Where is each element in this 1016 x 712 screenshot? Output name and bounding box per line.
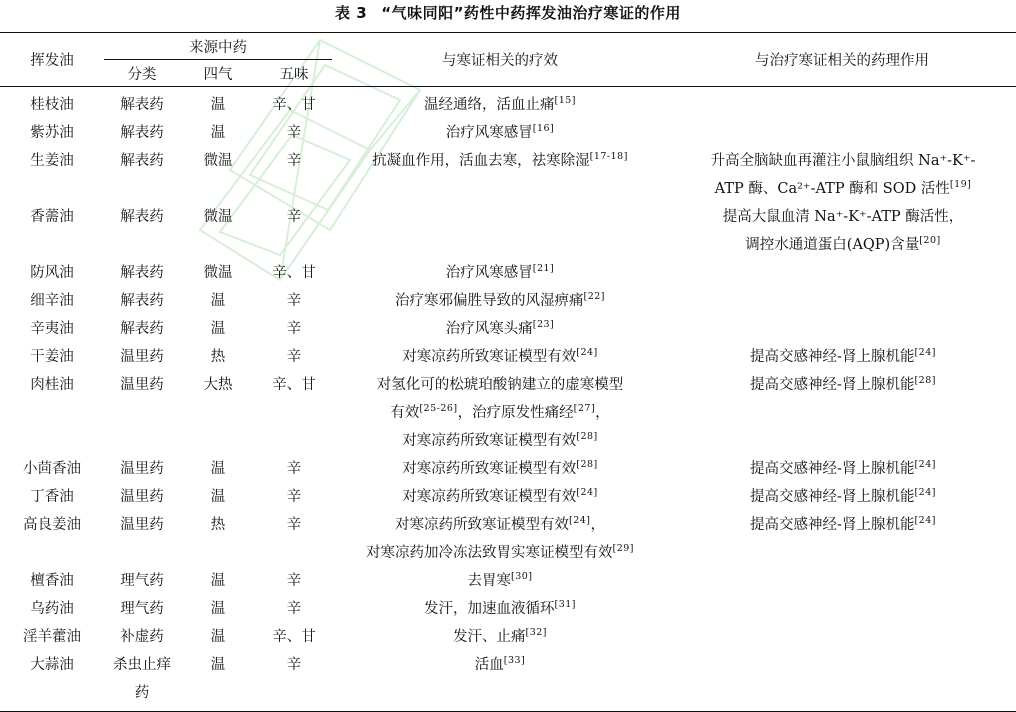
line-text: 治疗寒邪偏胜导致的风湿痹痛: [395, 293, 584, 309]
line-text: 对寒凉药所致寒证模型有效: [402, 349, 577, 365]
cell-pharmacology: [668, 315, 1016, 343]
table-row: [0, 119, 1016, 147]
cell-oil: 干姜油: [30, 349, 74, 365]
cell-oil: 乌药油: [30, 601, 74, 617]
cell-efficacy: [332, 511, 668, 567]
reference-superscript: [27]: [573, 403, 596, 415]
table-title: “气味同阳”药性中药挥发油治疗寒证的作用: [381, 4, 681, 22]
efficacy-line: [334, 623, 666, 651]
cell-five-wei: 辛: [286, 153, 302, 169]
efficacy-line: [334, 595, 666, 623]
efficacy-line: [334, 511, 666, 539]
cell-oil: 高良姜油: [23, 517, 81, 533]
cell-five-wei: 辛: [286, 601, 302, 617]
cell-oil: 淫羊藿油: [23, 629, 81, 645]
cell-efficacy: [332, 651, 668, 712]
cell-category: 解表药: [120, 321, 164, 337]
cell-five-wei: 辛: [286, 517, 302, 533]
cell-four-qi: 温: [210, 321, 226, 337]
header-category: 分类: [127, 66, 157, 83]
cell-efficacy: [332, 595, 668, 623]
cell-category: 理气药: [120, 573, 164, 589]
cell-category: 温里药: [120, 461, 164, 477]
cell-category: 解表药: [120, 125, 164, 141]
pharmacology-line: [670, 203, 1016, 231]
cell-pharmacology: [668, 623, 1016, 651]
cell-oil: 辛夷油: [30, 321, 74, 337]
efficacy-line: [334, 119, 666, 147]
efficacy-line: [334, 371, 666, 399]
cell-five-wei: 辛、甘: [272, 629, 316, 645]
cell-pharmacology: [668, 343, 1016, 371]
reference-superscript: [28]: [576, 459, 598, 471]
reference-superscript: [24]: [576, 487, 598, 499]
cell-category: 解表药: [120, 293, 164, 309]
reference-superscript: [24]: [914, 515, 936, 527]
table-row: [0, 259, 1016, 287]
cell-four-qi: 温: [210, 657, 226, 673]
reference-superscript: [29]: [612, 543, 635, 555]
cell-category: 温里药: [120, 377, 164, 393]
table-header: [0, 33, 1016, 87]
cell-oil: 香薷油: [30, 209, 74, 225]
table-row: [0, 315, 1016, 343]
table-row: [0, 651, 1016, 712]
cell-pharmacology: [668, 455, 1016, 483]
header-four-qi: 四气: [203, 66, 233, 83]
cell-five-wei: 辛: [286, 293, 302, 309]
reference-superscript: [23]: [532, 319, 555, 331]
cell-oil: 小茴香油: [23, 461, 81, 477]
reference-superscript: [24]: [569, 515, 591, 527]
cell-pharmacology: [668, 371, 1016, 455]
line-text: 提高交感神经-肾上腺机能: [750, 517, 915, 533]
pharmacology-line: [670, 343, 1016, 371]
line-text: 治疗风寒头痛: [445, 321, 533, 337]
cell-pharmacology: [668, 147, 1016, 203]
reference-superscript: [31]: [554, 599, 577, 611]
volatile-oil-table: [0, 32, 1016, 712]
efficacy-line: [334, 483, 666, 511]
cell-four-qi: 微温: [203, 209, 233, 225]
line-text: 治疗风寒感冒: [445, 125, 533, 141]
cell-four-qi: 温: [210, 573, 226, 589]
cell-five-wei: 辛、甘: [272, 377, 316, 393]
cell-pharmacology: [668, 259, 1016, 287]
table-row: [0, 595, 1016, 623]
cell-five-wei: 辛: [286, 209, 302, 225]
table-row: [0, 287, 1016, 315]
line-text: 提高交感神经-肾上腺机能: [750, 349, 915, 365]
efficacy-line: [334, 455, 666, 483]
reference-superscript: [24]: [576, 347, 598, 359]
cell-efficacy: [332, 87, 668, 120]
line-text: 对氢化可的松琥珀酸钠建立的虚寒模型: [376, 377, 624, 393]
cell-category: 温里药: [120, 489, 164, 505]
header-source: 来源中药: [104, 33, 332, 60]
cell-pharmacology: [668, 203, 1016, 259]
cell-pharmacology: [668, 567, 1016, 595]
line-text: 提高交感神经-肾上腺机能: [750, 461, 915, 477]
efficacy-line: [334, 427, 666, 455]
reference-superscript: [24]: [914, 487, 936, 499]
cell-oil: 大蒜油: [30, 657, 74, 673]
reference-superscript: [30]: [511, 571, 533, 583]
efficacy-line: [334, 315, 666, 343]
cell-four-qi: 温: [210, 97, 226, 113]
line-text: 去胃寒: [467, 573, 511, 589]
pharmacology-line: [670, 371, 1016, 399]
cell-pharmacology: [668, 119, 1016, 147]
cell-four-qi: 温: [210, 629, 226, 645]
pharmacology-line: [670, 455, 1016, 483]
line-text: ，: [590, 517, 606, 533]
cell-five-wei: 辛: [286, 461, 302, 477]
efficacy-line: [334, 91, 666, 119]
table-row: [0, 567, 1016, 595]
cell-category: 补虚药: [120, 629, 164, 645]
line-text: ，治疗原发性痛经: [457, 405, 574, 421]
reference-superscript: [21]: [532, 263, 555, 275]
cell-five-wei: 辛、甘: [272, 265, 316, 281]
table-row: [0, 203, 1016, 259]
pharmacology-line: [670, 175, 1016, 203]
cell-four-qi: 微温: [203, 153, 233, 169]
reference-superscript: [25-26]: [419, 403, 458, 415]
line-text: 调控水通道蛋白(AQP)含量: [745, 237, 920, 253]
efficacy-line: [334, 651, 666, 679]
cell-five-wei: 辛: [286, 349, 302, 365]
line-text: 温经通络，活血止痛: [424, 97, 555, 113]
header-pharmacology: 与治疗寒证相关的药理作用: [755, 53, 930, 69]
cell-category: 解表药: [120, 97, 164, 113]
line-text: 对寒凉药所致寒证模型有效: [395, 517, 569, 533]
cell-efficacy: [332, 623, 668, 651]
cell-oil: 防风油: [30, 265, 74, 281]
reference-superscript: [22]: [583, 291, 606, 303]
cell-five-wei: 辛: [286, 489, 302, 505]
reference-superscript: [28]: [576, 431, 598, 443]
cell-efficacy: [332, 119, 668, 147]
header-five-wei: 五味: [279, 66, 309, 83]
cell-four-qi: 热: [210, 349, 226, 365]
cell-efficacy: [332, 287, 668, 315]
line-text: 提高交感神经-肾上腺机能: [750, 489, 915, 505]
cell-efficacy: [332, 371, 668, 455]
header-oil: 挥发油: [30, 53, 74, 69]
cell-five-wei: 辛: [286, 657, 302, 673]
line-text: ，: [595, 405, 610, 421]
reference-superscript: [28]: [914, 375, 936, 387]
cell-four-qi: 微温: [203, 265, 233, 281]
cell-five-wei: 辛: [286, 321, 302, 337]
table-row: [0, 371, 1016, 455]
cell-five-wei: 辛: [286, 573, 302, 589]
cell-category: 理气药: [120, 601, 164, 617]
reference-superscript: [32]: [525, 627, 548, 639]
reference-superscript: [16]: [532, 123, 555, 135]
cell-four-qi: 大热: [203, 377, 233, 393]
table-number: 表 3: [335, 4, 368, 22]
cell-four-qi: 温: [210, 293, 226, 309]
cell-pharmacology: [668, 483, 1016, 511]
cell-category: 解表药: [120, 209, 164, 225]
table-row: [0, 511, 1016, 567]
cell-four-qi: 热: [210, 517, 226, 533]
line-text: 发汗，加速血液循环: [424, 601, 555, 617]
cell-category: 杀虫止痒药: [113, 657, 171, 701]
line-text: 提高交感神经-肾上腺机能: [750, 377, 915, 393]
cell-four-qi: 温: [210, 601, 226, 617]
line-text: 对寒凉药所致寒证模型有效: [402, 489, 577, 505]
line-text: 对寒凉药所致寒证模型有效: [402, 461, 577, 477]
cell-oil: 肉桂油: [30, 377, 74, 393]
pharmacology-line: [670, 231, 1016, 259]
table-row: [0, 343, 1016, 371]
line-text: 提高大鼠血清 Na⁺-K⁺-ATP 酶活性，: [722, 209, 964, 225]
line-text: ATP 酶、Ca²⁺-ATP 酶和 SOD 活性: [714, 181, 950, 197]
reference-superscript: [19]: [949, 179, 972, 191]
cell-four-qi: 温: [210, 461, 226, 477]
table-body: [0, 87, 1016, 712]
cell-pharmacology: [668, 595, 1016, 623]
cell-efficacy: [332, 147, 668, 203]
cell-category: 解表药: [120, 265, 164, 281]
efficacy-line: [334, 539, 666, 567]
line-text: 发汗、止痛: [453, 629, 526, 645]
cell-pharmacology: [668, 511, 1016, 567]
table-row: [0, 147, 1016, 203]
cell-oil: 紫苏油: [30, 125, 74, 141]
line-text: 有效: [390, 405, 420, 421]
efficacy-line: [334, 287, 666, 315]
cell-oil: 桂枝油: [30, 97, 74, 113]
efficacy-line: [334, 259, 666, 287]
cell-efficacy: [332, 203, 668, 259]
cell-oil: 丁香油: [30, 489, 74, 505]
cell-efficacy: [332, 315, 668, 343]
table-caption: [0, 2, 1016, 24]
cell-efficacy: [332, 567, 668, 595]
table-row: [0, 483, 1016, 511]
line-text: 活血: [474, 657, 504, 673]
line-text: 治疗风寒感冒: [445, 265, 533, 281]
table-row: [0, 455, 1016, 483]
line-text: 升高全脑缺血再灌注小鼠脑组织 Na⁺-K⁺-: [710, 153, 976, 169]
line-text: 对寒凉药加冷冻法致胃实寒证模型有效: [366, 545, 613, 561]
reference-superscript: [17-18]: [589, 151, 628, 163]
cell-efficacy: [332, 455, 668, 483]
cell-category: 温里药: [120, 517, 164, 533]
pharmacology-line: [670, 483, 1016, 511]
cell-pharmacology: [668, 651, 1016, 712]
cell-category: 解表药: [120, 153, 164, 169]
line-text: 对寒凉药所致寒证模型有效: [402, 433, 577, 449]
cell-oil: 生姜油: [30, 153, 74, 169]
cell-efficacy: [332, 259, 668, 287]
line-text: 抗凝血作用，活血去寒，祛寒除湿: [372, 153, 590, 169]
table-row: [0, 623, 1016, 651]
header-efficacy: 与寒证相关的疗效: [442, 53, 559, 69]
cell-oil: 檀香油: [30, 573, 74, 589]
efficacy-line: [334, 567, 666, 595]
pharmacology-line: [670, 511, 1016, 539]
cell-category: 温里药: [120, 349, 164, 365]
efficacy-line: [334, 399, 666, 427]
cell-five-wei: 辛、甘: [272, 97, 316, 113]
reference-superscript: [20]: [919, 235, 941, 247]
efficacy-line: [334, 147, 666, 175]
reference-superscript: [15]: [554, 95, 577, 107]
reference-superscript: [24]: [914, 459, 936, 471]
cell-four-qi: 温: [210, 489, 226, 505]
cell-pharmacology: [668, 287, 1016, 315]
cell-oil: 细辛油: [30, 293, 74, 309]
reference-superscript: [33]: [503, 655, 526, 667]
pharmacology-line: [670, 147, 1016, 175]
efficacy-line: [334, 343, 666, 371]
table-row: [0, 87, 1016, 120]
reference-superscript: [24]: [914, 347, 936, 359]
cell-efficacy: [332, 483, 668, 511]
cell-four-qi: 温: [210, 125, 226, 141]
cell-five-wei: 辛: [286, 125, 302, 141]
cell-pharmacology: [668, 87, 1016, 120]
cell-efficacy: [332, 343, 668, 371]
